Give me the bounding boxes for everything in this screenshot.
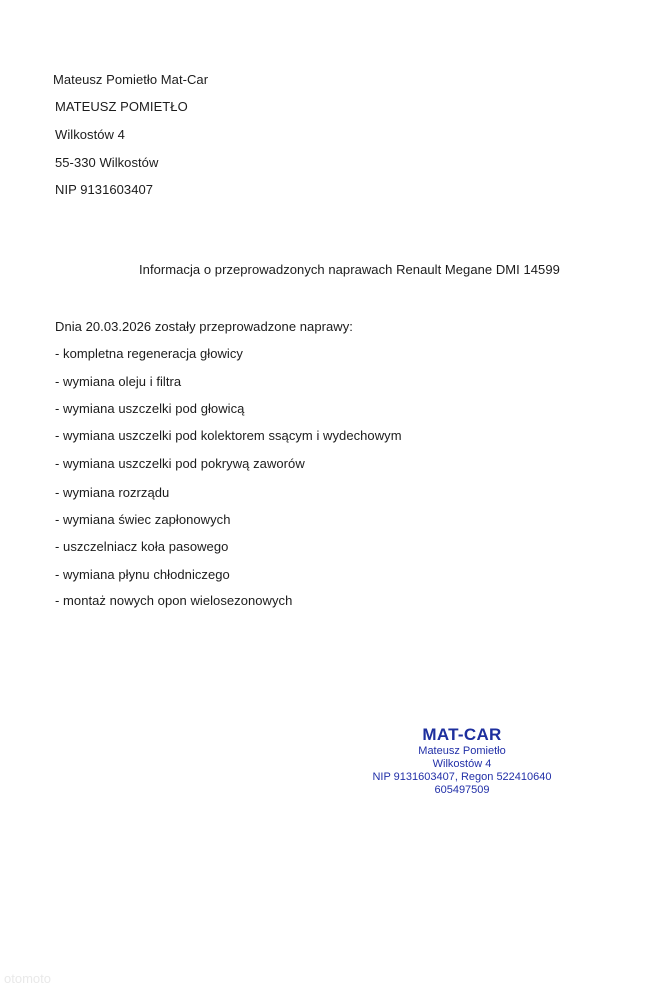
repair-item: - wymiana oleju i filtra — [55, 374, 182, 389]
repair-item: - montaż nowych opon wielosezonowych — [55, 593, 293, 608]
repairs-intro: Dnia 20.03.2026 zostały przeprowadzone naprawy: — [55, 319, 353, 334]
sender-street: Wilkostów 4 — [55, 127, 125, 142]
watermark: otomoto — [4, 971, 51, 986]
sender-postal-city: 55-330 Wilkostów — [55, 155, 159, 170]
repair-item: - wymiana uszczelki pod głowicą — [55, 401, 245, 416]
stamp-ids: NIP 9131603407, Regon 522410640 — [372, 771, 552, 783]
sender-owner-name: MATEUSZ POMIETŁO — [55, 99, 188, 114]
repair-item: - kompletna regeneracja głowicy — [55, 346, 243, 361]
sender-nip: NIP 9131603407 — [55, 182, 154, 197]
stamp-company-name: MAT-CAR — [422, 725, 502, 744]
repair-item: - wymiana świec zapłonowych — [55, 512, 231, 527]
company-stamp — [362, 725, 562, 797]
stamp-street: Wilkostów 4 — [432, 758, 492, 770]
sender-company: Mateusz Pomietło Mat-Car — [53, 72, 209, 87]
stamp-phone: 605497509 — [434, 784, 490, 796]
repair-item: - uszczelniacz koła pasowego — [55, 539, 229, 554]
repair-item: - wymiana płynu chłodniczego — [55, 567, 230, 582]
repair-item: - wymiana rozrządu — [55, 485, 170, 500]
stamp-owner-name: Mateusz Pomietło — [418, 745, 506, 757]
document-title: Informacja o przeprowadzonych naprawach Renault Megane DMI 14599 — [139, 262, 560, 277]
repair-item: - wymiana uszczelki pod kolektorem ssącym i wydechowym — [55, 428, 402, 443]
repair-item: - wymiana uszczelki pod pokrywą zaworów — [55, 456, 305, 471]
